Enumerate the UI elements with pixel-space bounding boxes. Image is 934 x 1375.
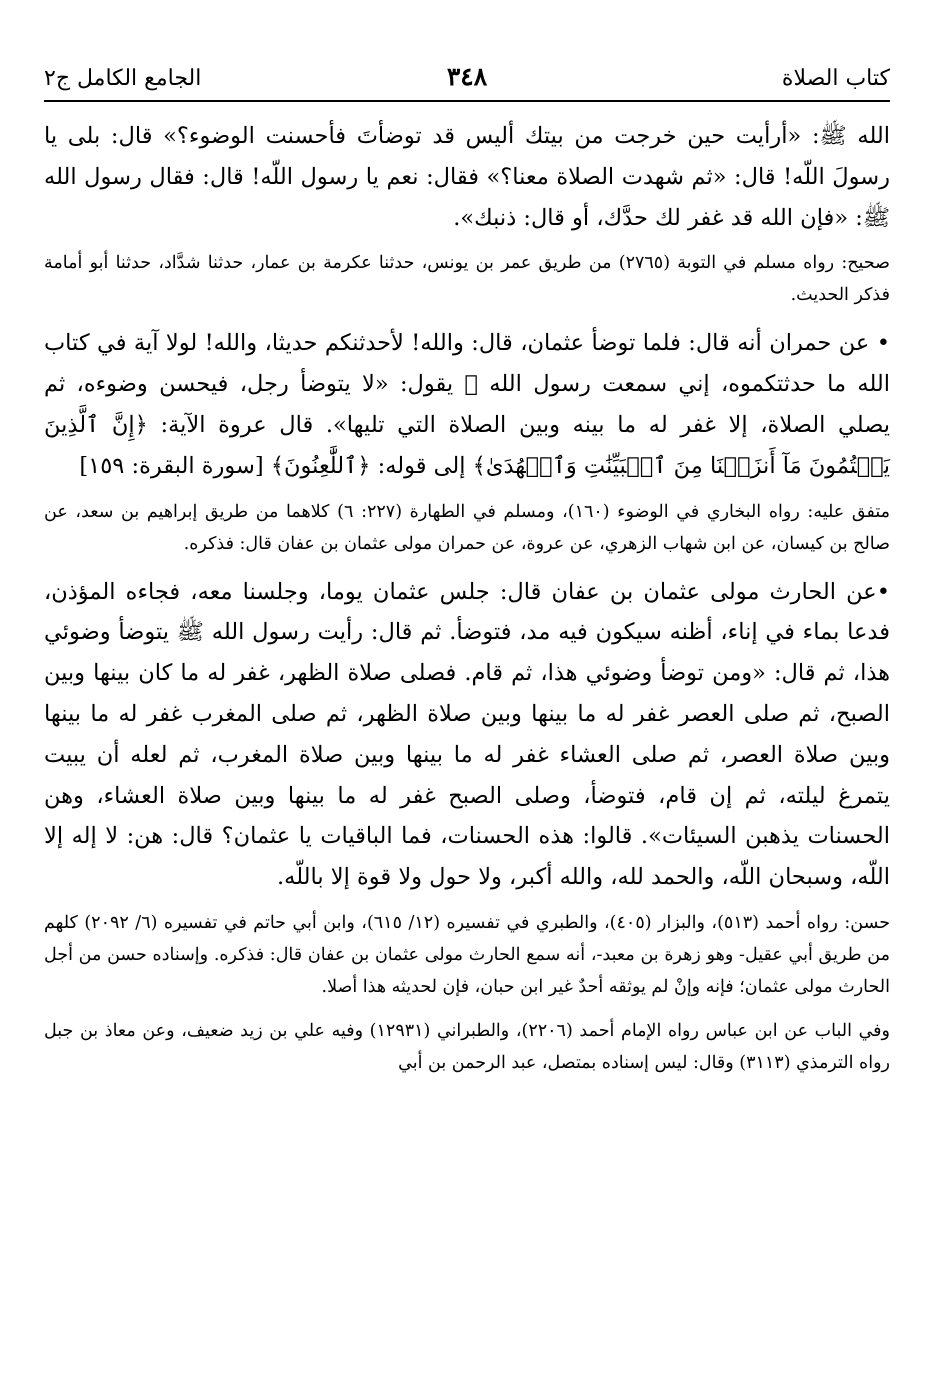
page-number: ٣٤٨: [446, 62, 488, 91]
spacer: [44, 560, 890, 572]
takhrij-note: حسن: رواه أحمد (٥١٣)، والبزار (٤٠٥)، والطبري في تفسيره (١٢/ ٦١٥)، وابن أبي حاتم في تفسيره (٦/ ٢٠٩٢) كلهم من طريق أبي عقيل- وهو زهرة بن معبد-، أنه سمع الحارث مولى عثمان بن عفان قال: فذكره. وإسناده حسن من أجل الحارث مولى عثمان؛ فإنه وإنْ لم يوثقه أحدٌ غير ابن حبان، فإن لحديثه هذا أصلا.: [44, 912, 891, 997]
spacer: [44, 311, 890, 323]
chapter-title: كتاب الصلاة: [781, 66, 890, 91]
takhrij-note: متفق عليه: رواه البخاري في الوضوء (١٦٠)، ومسلم في الطهارة (٢٢٧: ٦) كلاهما من طريق إبراهيم بن سعد، عن صالح بن كيسان، عن ابن شهاب الزهري، عن عروة، عن حمران مولى عثمان بن عفان قال: فذكره.: [44, 501, 890, 554]
spacer: [44, 1003, 890, 1015]
running-header: [44, 58, 890, 100]
hadith-text: •عن الحارث مولى عثمان بن عفان قال: جلس عثمان يوما، وجلسنا معه، فجاءه المؤذن، فدعا بماء في إناء، أظنه سيكون فيه مد، فتوضأ. ثم قال: رأيت رسول الله ﷺ يتوضأ وضوئي هذا، ثم قال: «ومن توضأ وضوئي هذا، ثم قام. فصلى صلاة الظهر، غفر له ما كان بينها وبين الصبح، ثم صلى العصر غفر له ما بينها وبين صلاة الظهر، ثم صلى المغرب غفر له ما بينها وبين صلاة العصر، ثم صلى العشاء غفر له ما بينها وبين صلاة المغرب، ثم لعله أن يبيت يتمرغ ليلته، ثم إن قام، فتوضأ، وصلى الصبح غفر له ما بينها وبين صلاة العشاء، وهن الحسنات يذهبن السيئات». قالوا: هذه الحسنات، فما الباقيات يا عثمان؟ قال: هن: لا إله إلا اللّه، وسبحان اللّه، والحمد لله، والله أكبر، ولا حول ولا قوة إلا باللّه.: [44, 578, 890, 891]
chapter-note: وفي الباب عن ابن عباس رواه الإمام أحمد (٢٢٠٦)، والطبراني (١٢٩٣١) وفيه علي بن زيد ضعيف، وعن معاذ بن جبل رواه الترمذي (٣١١٣) وقال: ليس إسناده بمتصل، عبد الرحمن بن أبي: [44, 1020, 890, 1073]
spacer: [44, 238, 890, 247]
book-title: الجامع الكامل ج٢: [44, 66, 202, 91]
spacer: [44, 898, 890, 907]
book-page: [44, 58, 890, 1079]
takhrij-note: صحيح: رواه مسلم في التوبة (٢٧٦٥) من طريق عمر بن يونس، حدثنا عكرمة بن عمار، حدثنا شدَّاد، حدثنا أبو أمامة فذكر الحديث.: [44, 253, 890, 306]
hadith-text: • عن حمران أنه قال: فلما توضأ عثمان، قال: والله! لأحدثنكم حديثا، والله! لولا آية في كتاب الله ما حدثتكموه، إني سمعت رسول الله ﷺ يقول: «لا يتوضأ رجل، فيحسن وضوءه، ثم يصلي الصلاة، إلا غفر له ما بينه وبين الصلاة التي تليها». قال عروة الآية: ﴿إِنَّ ٱلَّذِينَ يَكۡتُمُونَ مَآ أَنزَلۡنَا مِنَ ٱلۡبَيِّنَٰتِ وَٱلۡهُدَىٰ﴾ إلى قوله: ﴿ٱللَّٰعِنُونَ﴾ [سورة البقرة: ١٥٩]: [44, 330, 890, 479]
hadith-text-continuation: الله ﷺ: «أرأيت حين خرجت من بيتك أليس قد توضأتَ فأحسنت الوضوء؟» قال: بلى يا رسولَ اللّه! قال: «ثم شهدت الصلاة معنا؟» فقال: نعم يا رسول اللّه! قال: فقال رسول الله ﷺ: «فإن الله قد غفر لك حدَّك، أو قال: ذنبك».: [44, 123, 890, 231]
header-rule: [44, 100, 890, 102]
spacer: [44, 487, 890, 496]
